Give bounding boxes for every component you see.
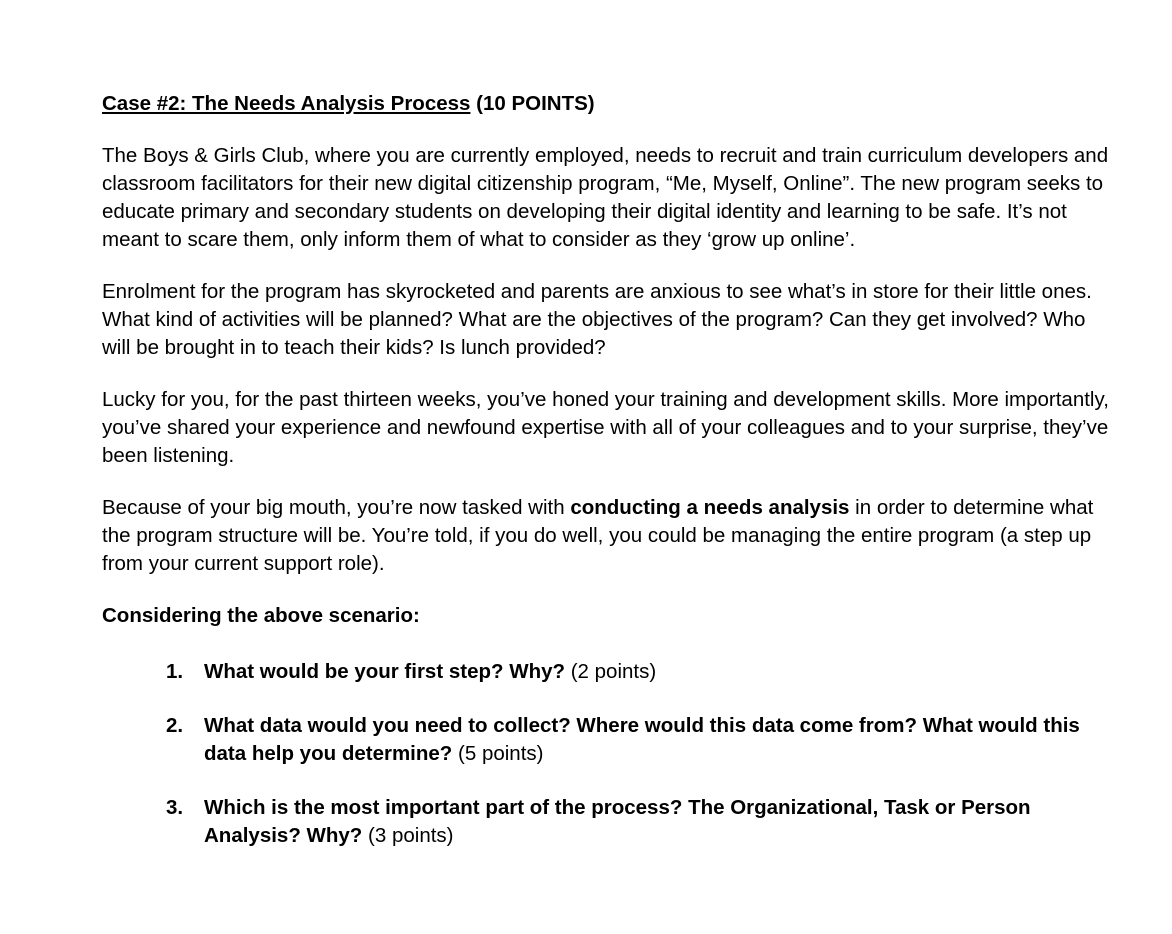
question-text: What data would you need to collect? Where would this data come from? What would this data help you determine? bbox=[204, 714, 1080, 765]
question-item bbox=[102, 658, 1112, 686]
question-number: 3. bbox=[166, 796, 184, 819]
document-page bbox=[102, 90, 1112, 876]
case-heading bbox=[102, 90, 1112, 118]
case-points: (10 POINTS) bbox=[470, 92, 595, 115]
task-paragraph bbox=[102, 494, 1112, 578]
question-number: 2. bbox=[166, 714, 184, 737]
intro-paragraph: The Boys & Girls Club, where you are currently employed, needs to recruit and train curriculum developers and classroom facilitators for their new digital citizenship program, “Me, Myself, Online”. The new program seeks to educate primary and secondary students on developing their digital identity and learning to be safe. It’s not meant to scare them, only inform them of what to consider as they ‘grow up online’. bbox=[102, 144, 1109, 251]
question-points: (5 points) bbox=[452, 742, 544, 765]
case-title: Case #2: The Needs Analysis Process bbox=[102, 92, 471, 115]
question-text: What would be your first step? Why? bbox=[204, 660, 566, 683]
question-item bbox=[102, 712, 1112, 768]
task-text-bold: conducting a needs analysis bbox=[570, 496, 850, 519]
question-points: (2 points) bbox=[565, 660, 657, 683]
question-number: 1. bbox=[166, 660, 184, 683]
enrolment-paragraph: Enrolment for the program has skyrocketed and parents are anxious to see what’s in store for their little ones. What kind of activities will be planned? What are the objectives of the program? Can they get involved? Who will be brought in to teach their kids? Is lunch provided? bbox=[102, 280, 1092, 359]
scenario-lead-in: Considering the above scenario: bbox=[102, 604, 420, 627]
lucky-paragraph: Lucky for you, for the past thirteen weeks, you’ve honed your training and development skills. More importantly, you’ve shared your experience and newfound expertise with all of your colleagues and to your surprise, they’ve been listening. bbox=[102, 388, 1109, 467]
task-text-after: in order to determine what the program structure will be. You’re told, if you do well, you could be managing the entire program (a step up from your current support role). bbox=[102, 496, 1094, 575]
question-points: (3 points) bbox=[362, 824, 454, 847]
question-item bbox=[102, 794, 1112, 850]
task-text-before: Because of your big mouth, you’re now tasked with bbox=[102, 496, 571, 519]
question-text: Which is the most important part of the process? The Organizational, Task or Person Analysis? Why? bbox=[204, 796, 1031, 847]
question-list bbox=[102, 658, 1112, 850]
